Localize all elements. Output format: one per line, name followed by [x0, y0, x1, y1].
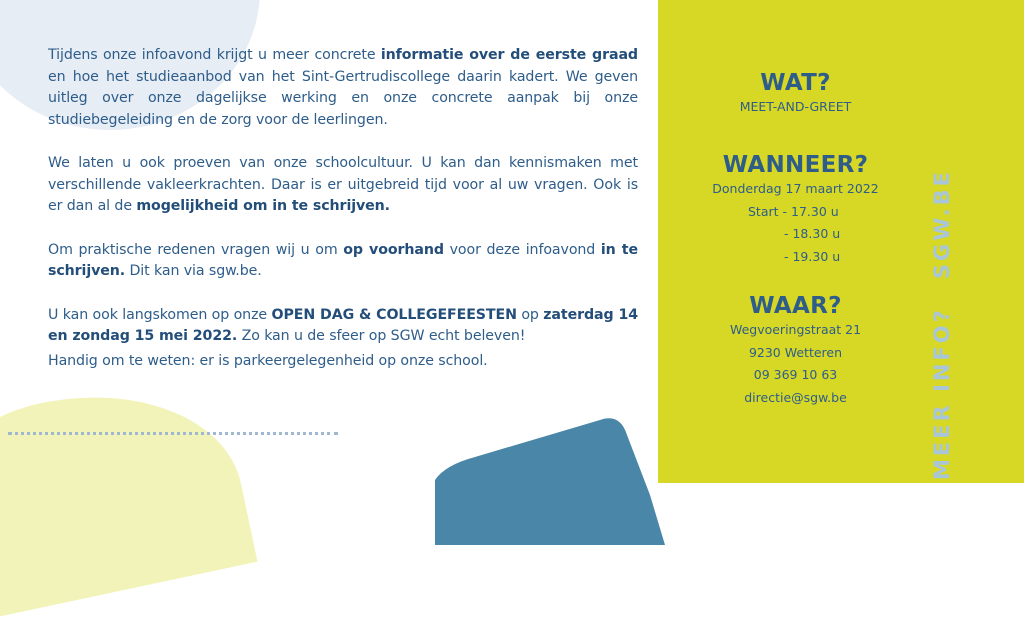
event-time-1: Start - 17.30 u — [748, 203, 839, 219]
paragraph-parking: Handig om te weten: er is parkeergelegenheid op onze school. — [48, 352, 488, 369]
event-date: Donderdag 17 maart 2022 — [712, 181, 879, 196]
wat-section — [658, 70, 933, 119]
waar-heading: WAAR? — [749, 293, 842, 319]
event-time-2: - 18.30 u — [784, 226, 841, 241]
address-street: Wegvoeringstraat 21 — [729, 322, 862, 337]
paragraph-intro: Tijdens onze infoavond krijgt u meer concrete informatie over de eerste graad en hoe het studieaanbod van het Sint-Gertrudiscollege daarin kadert. We geven uitleg over onze dagelijkse werking en onze concrete aanpak bij onze studiebegeleiding en de zorg voor de leerlingen. — [48, 47, 638, 128]
email-address: directie@sgw.be — [744, 389, 847, 405]
event-time-3: - 19.30 u — [784, 248, 841, 264]
paragraph-culture: We laten u ook proeven van onze schoolcultuur. U kan dan kennismaken met verschillende vakleerkrachten. Daar is er uitgebreid tijd voor al uw vragen. Ook is er dan al de mogelijkheid om in te schrijven. — [48, 155, 638, 214]
website-label: SGW.BE — [930, 169, 954, 280]
decorative-blue-shape — [435, 405, 665, 545]
info-sidebar — [658, 0, 1024, 483]
waar-section — [658, 293, 933, 409]
decorative-yellow-shape — [0, 366, 258, 624]
wat-value: MEET-AND-GREET — [739, 99, 852, 114]
dotted-divider — [8, 432, 338, 439]
paragraph-registration: Om praktische redenen vragen wij u om op voorhand voor deze infoavond in te schrijven. Dit kan via sgw.be. — [48, 241, 638, 279]
wat-heading: WAT? — [760, 70, 831, 96]
wanneer-section — [658, 152, 933, 268]
wanneer-heading: WANNEER? — [722, 152, 869, 178]
phone-number: 09 369 10 63 — [753, 367, 838, 382]
paragraph-open-day: U kan ook langskomen op onze OPEN DAG & COLLEGEFEESTEN op zaterdag 14 en zondag 15 mei 2022. Zo kan u de sfeer op SGW echt beleven! — [48, 306, 639, 344]
body-text — [48, 45, 638, 372]
address-city: 9230 Wetteren — [748, 344, 843, 360]
more-info-label: MEER INFO? — [930, 307, 954, 480]
vertical-more-info — [930, 169, 954, 480]
